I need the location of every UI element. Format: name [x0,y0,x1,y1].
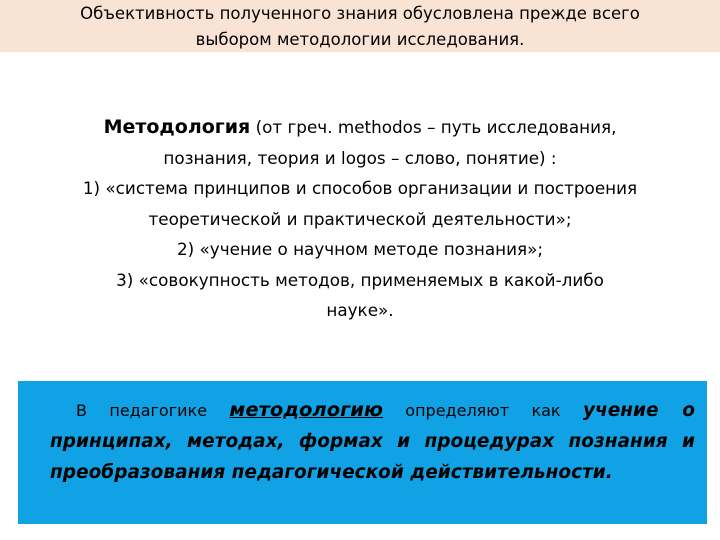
pedagogy-intro: В педагогике [76,401,230,420]
banner-line-2: выбором методологии исследования. [195,30,525,49]
definition-etymology-1: (от греч. methodos – путь исследования, [250,117,617,137]
definition-etymology-2: познания, теория и logos – слово, понятие) : [163,147,557,168]
definition-item-1-line-1: 1) «система принципов и способов организации и построения [82,178,638,198]
pedagogy-end: . [605,462,613,483]
definition-term: Методология [103,116,251,138]
pedagogy-keyword: методологию [229,398,383,421]
methodology-definition [8,112,712,326]
banner-line-1: Объективность полученного знания обусловлена прежде всего [80,4,640,23]
pedagogy-middle: определяют как [382,401,583,420]
definition-item-1-line-2: теоретической и практической деятельности»; [148,208,572,229]
definition-item-2: 2) «учение о научном методе познания»; [176,239,544,259]
definition-line-1 [8,112,712,143]
pedagogy-definition-rest: принципах, методах, формах и процедурах познания и преобразования педагогической действительности [50,431,695,483]
pedagogy-definition-box [18,381,707,524]
pedagogy-definition-start: учение о [582,400,696,421]
top-banner [0,0,720,52]
definition-item-3-line-1: 3) «совокупность методов, применяемых в какой-либо [116,269,604,290]
definition-item-3-line-2: науке». [326,300,394,320]
